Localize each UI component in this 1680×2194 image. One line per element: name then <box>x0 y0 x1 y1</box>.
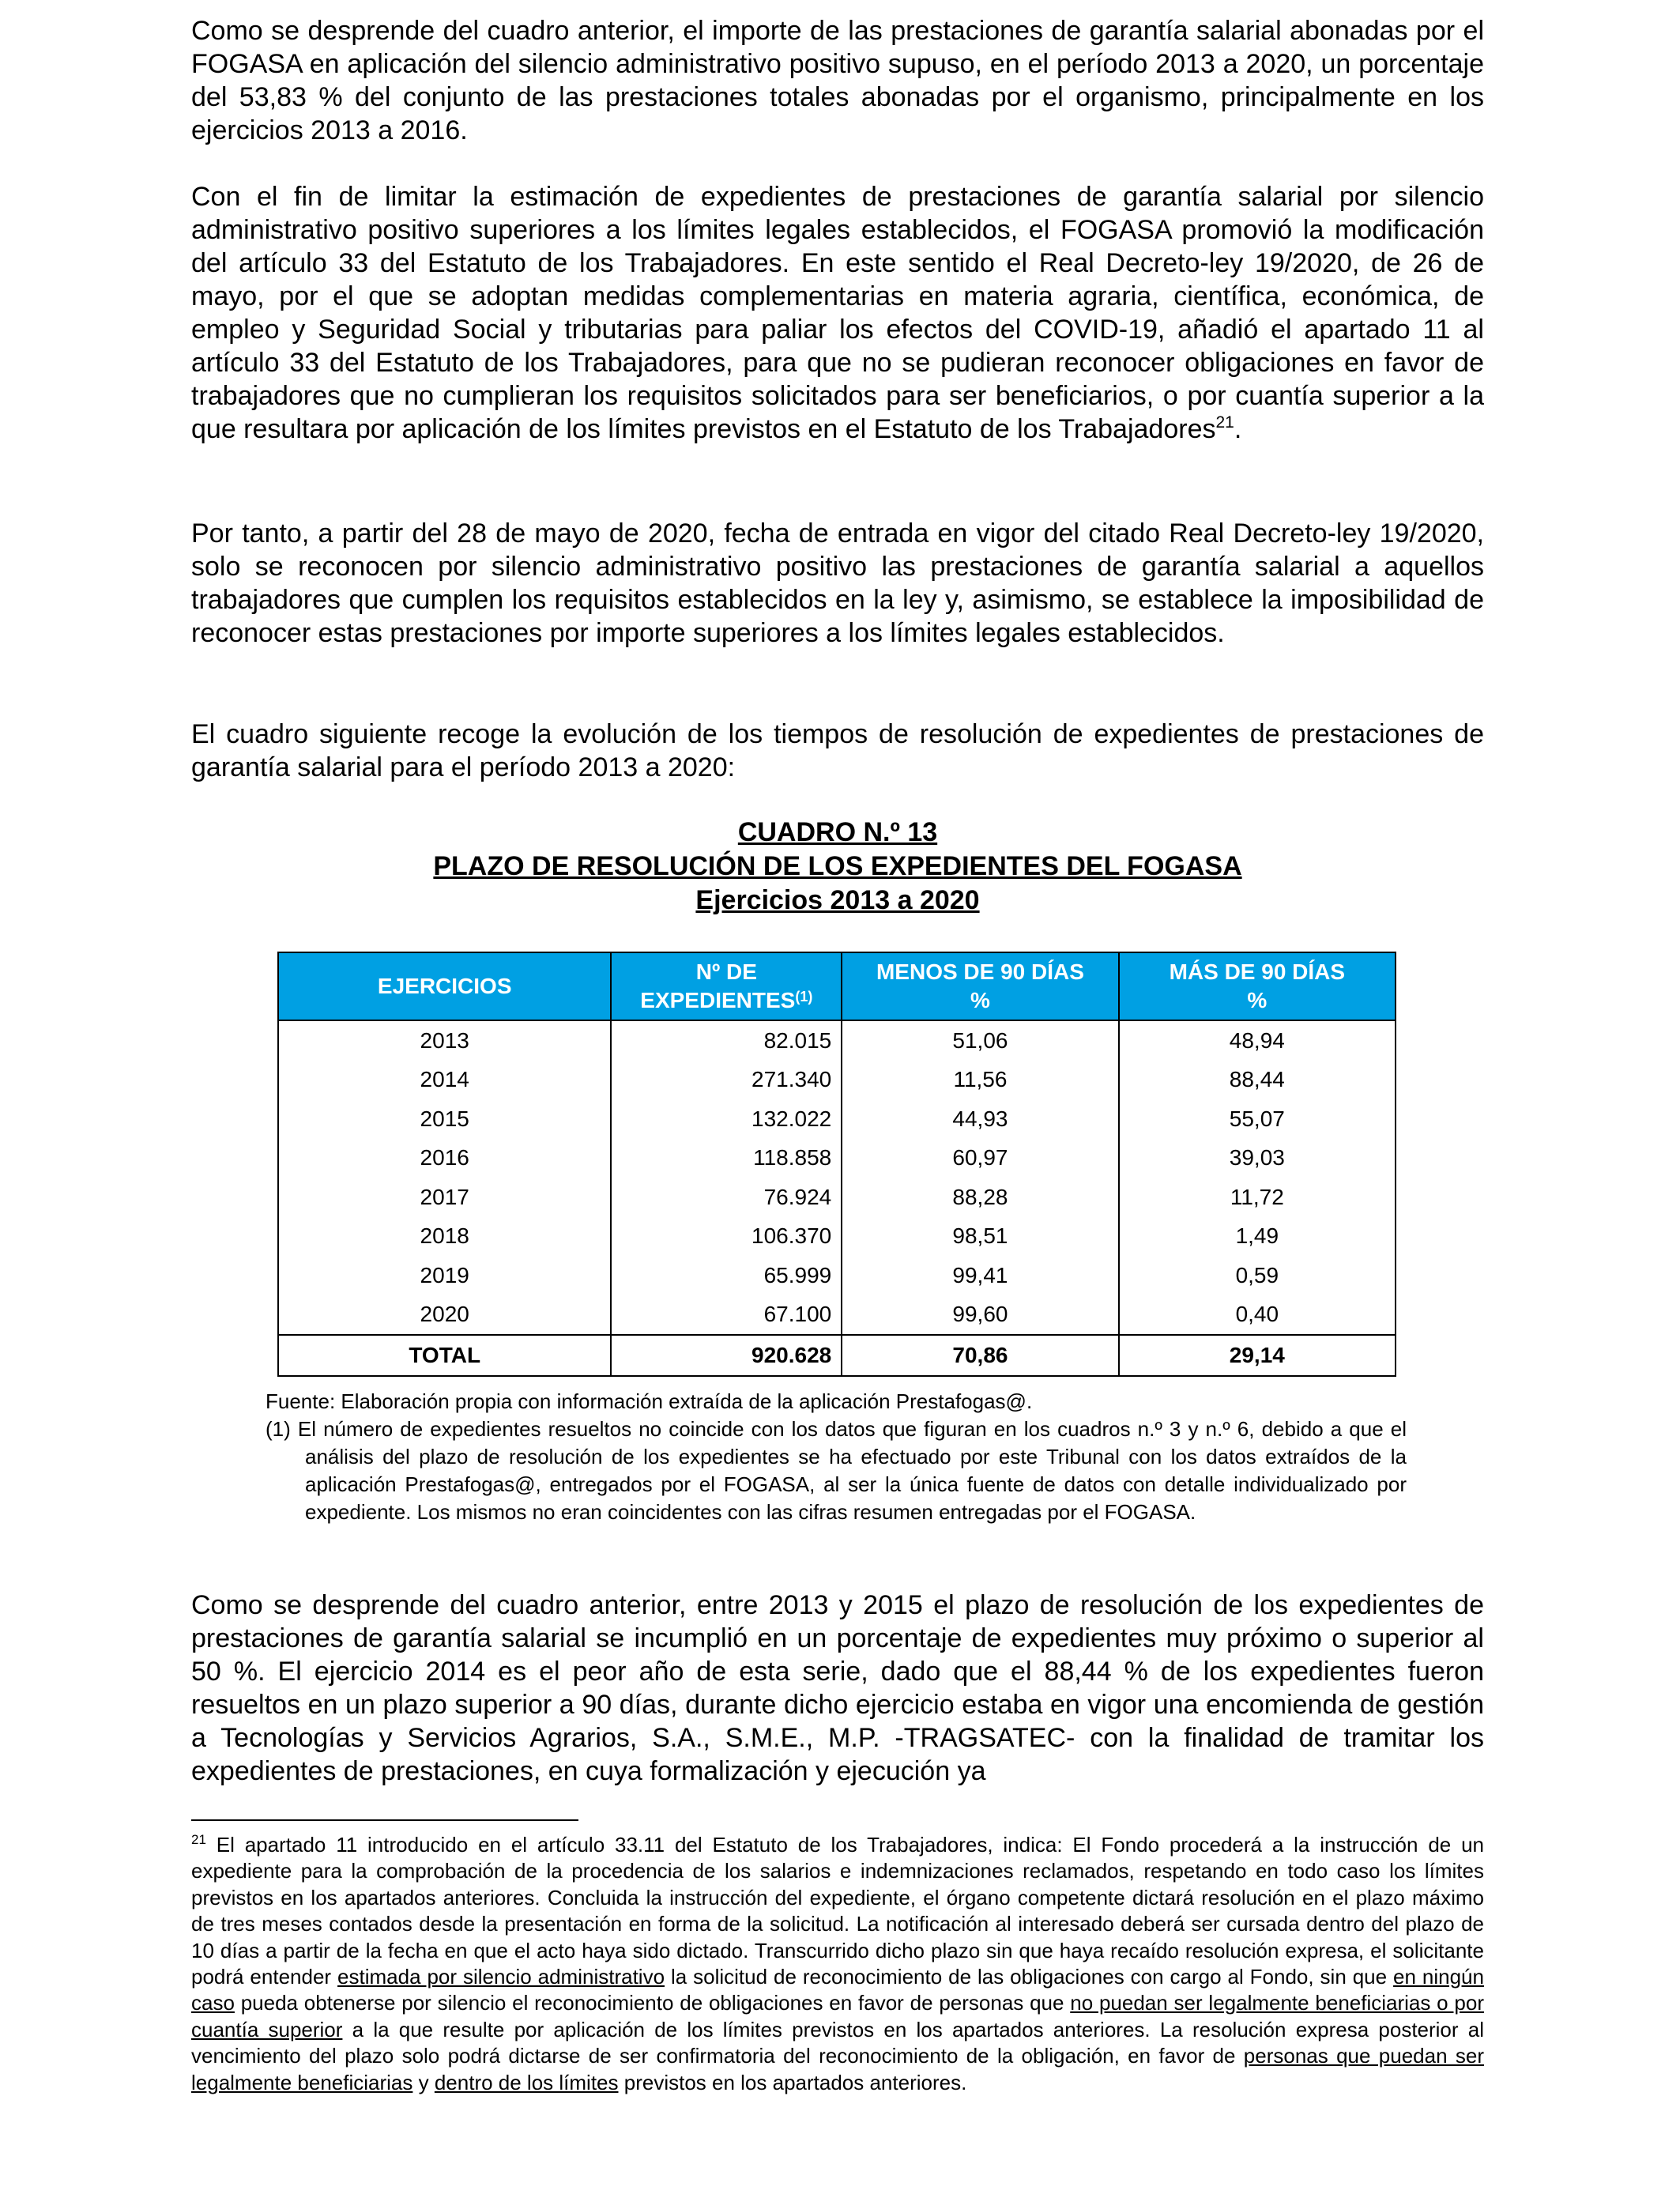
footnote-underlined: en ningún caso <box>191 1965 1484 2015</box>
footnote-number: 21 <box>191 1832 206 1847</box>
cell-total-count: 920.628 <box>611 1335 842 1376</box>
header-ejercicios: EJERCICIOS <box>278 952 611 1020</box>
footnote-separator <box>191 1819 578 1821</box>
footnote-text: El apartado 11 introducido en el artículo 33.11 del Estatuto de los Trabajadores, indica: El Fondo procederá a la instrucción de un expediente para la comprobación de la procedencia de los salarios e indemnizaciones reclamados, respetando en todo caso los límites previstos en los apartados anteriores. Concluida la instrucción del expediente, el órgano competente dictará resolución en el plazo máximo de tres meses contados desde la presentación en forma de la solicitud. La notificación al interesado deberá ser cursada dentro del plazo de 10 días a partir de la fecha en que el acto haya sido dictado. Transcurrido dicho plazo sin que haya recaído resolución expresa, el solicitante podrá entender <box>191 1833 1484 1989</box>
table-header-row <box>278 952 1396 1020</box>
cell-total-over-90: 29,14 <box>1119 1335 1396 1376</box>
cell-over-90: 0,40 <box>1119 1295 1396 1336</box>
table-row <box>278 1256 1396 1295</box>
cell-under-90: 99,41 <box>842 1256 1118 1295</box>
footnote-reference[interactable]: 21 <box>1215 413 1234 432</box>
cell-over-90: 1,49 <box>1119 1217 1396 1257</box>
table-note-1: (1) El número de expedientes resueltos no coincide con los datos que figuran en los cuadros n.º 3 y n.º 6, debido a que el análisis del plazo de resolución de los expedientes se ha efectuado por este Tribunal con los datos extraídos de la aplicación Prestafogas@, entregados por el FOGASA, al ser la única fuente de datos con detalle individualizado por expediente. Los mismos no eran coincidentes con las cifras resumen entregadas por el FOGASA. <box>266 1417 1407 1524</box>
cell-over-90: 11,72 <box>1119 1178 1396 1217</box>
paragraph-silencio-positivo: Como se desprende del cuadro anterior, el importe de las prestaciones de garantía salarial abonadas por el FOGASA en aplicación del silencio administrativo positivo supuso, en el período 2013 a 2020, un porcentaje del 53,83 % del conjunto de las prestaciones totales abonadas por el organismo, principalmente en los ejercicios 2013 a 2016. <box>191 16 1484 145</box>
cell-over-90: 39,03 <box>1119 1139 1396 1178</box>
table-title: PLAZO DE RESOLUCIÓN DE LOS EXPEDIENTES DEL FOGASA <box>433 851 1242 881</box>
table-number: CUADRO N.º 13 <box>737 817 938 847</box>
table-total-row <box>278 1335 1396 1376</box>
cell-under-90: 88,28 <box>842 1178 1118 1217</box>
cell-count: 76.924 <box>611 1178 842 1217</box>
cell-year: 2014 <box>278 1061 611 1100</box>
footnote-text: pueda obtenerse por silencio el reconocimiento de obligaciones en favor de personas que <box>234 1991 1071 2015</box>
header-menos-90-label: MENOS DE 90 DÍAS <box>876 959 1084 984</box>
cell-year: 2018 <box>278 1217 611 1257</box>
footnote-underlined: personas que puedan ser legalmente beneficiarias <box>191 2044 1484 2094</box>
header-expedientes <box>611 952 842 1020</box>
header-mas-90 <box>1119 952 1396 1020</box>
cell-year: 2017 <box>278 1178 611 1217</box>
header-expedientes-label: EXPEDIENTES <box>640 988 796 1012</box>
paragraph-real-decreto-text: Con el fin de limitar la estimación de expedientes de prestaciones de garantía salarial por silencio administrativo positivo superiores a los límites legales establecidos, el FOGASA promovió la modificación del artículo 33 del Estatuto de los Trabajadores. En este sentido el Real Decreto-ley 19/2020, de 26 de mayo, por el que se adoptan medidas complementarias en materia agraria, científica, económica, de empleo y Seguridad Social y tributarias para paliar los efectos del COVID-19, añadió el apartado 11 al artículo 33 del Estatuto de los Trabajadores, para que no se pudieran reconocer obligaciones en favor de trabajadores que no cumplieran los requisitos solicitados para ser beneficiarios, o por cuantía superior a la que resultara por aplicación de los límites previstos en el Estatuto de los Trabajadores <box>191 182 1484 444</box>
footnote-text: previstos en los apartados anteriores. <box>618 2070 967 2094</box>
cell-under-90: 44,93 <box>842 1099 1118 1139</box>
table-notes <box>266 1388 1407 1526</box>
cell-total-label: TOTAL <box>278 1335 611 1376</box>
cell-count: 67.100 <box>611 1295 842 1336</box>
cell-count: 65.999 <box>611 1256 842 1295</box>
cell-year: 2016 <box>278 1139 611 1178</box>
table-row <box>278 1295 1396 1336</box>
paragraph-limites: Por tanto, a partir del 28 de mayo de 2020, fecha de entrada en vigor del citado Real Decreto-ley 19/2020, solo se reconocen por silencio administrativo positivo las prestaciones de garantía salarial a aquellos trabajadores que cumplen los requisitos establecidos en la ley y, asimismo, se establece la imposibilidad de reconocer estas prestaciones por importe superiores a los límites legales establecidos. <box>191 518 1484 648</box>
table-row <box>278 1178 1396 1217</box>
paragraph-conclusion: Como se desprende del cuadro anterior, entre 2013 y 2015 el plazo de resolución de los expedientes de prestaciones de garantía salarial se incumplió en un porcentaje de expedientes muy próximo o superior al 50 %. El ejercicio 2014 es el peor año de esta serie, dado que el 88,44 % de los expedientes fueron resueltos en un plazo superior a 90 días, durante dicho ejercicio estaba en vigor una encomienda de gestión a Tecnologías y Servicios Agrarios, S.A., S.M.E., M.P. -TRAGSATEC- con la finalidad de tramitar los expedientes de prestaciones, en cuya formalización y ejecución ya <box>191 1590 1484 1786</box>
footnote-21 <box>191 1832 1484 2096</box>
header-mas-90-unit: % <box>1247 988 1268 1012</box>
footnote-text: la solicitud de reconocimiento de las obligaciones con cargo al Fondo, sin que <box>665 1965 1394 1989</box>
cell-year: 2020 <box>278 1295 611 1336</box>
header-mas-90-label: MÁS DE 90 DÍAS <box>1169 959 1346 984</box>
footnote-text: y <box>412 2070 435 2094</box>
paragraph-real-decreto <box>191 180 1484 446</box>
footnote-underlined: no puedan ser legalmente beneficiarias o por cuantía superior <box>191 1991 1485 2041</box>
cell-year: 2015 <box>278 1099 611 1139</box>
paragraph-intro-cuadro: El cuadro siguiente recoge la evolución de los tiempos de resolución de expedientes de prestaciones de garantía salarial para el período 2013 a 2020: <box>191 719 1484 782</box>
cell-total-under-90: 70,86 <box>842 1335 1118 1376</box>
table-subtitle: Ejercicios 2013 a 2020 <box>695 885 980 915</box>
footnote-text: a la que resulte por aplicación de los límites previstos en los apartados anteriores. La resolución expresa posterior al vencimiento del plazo solo podrá dictarse de ser confirmatoria del reconocimiento de la obligación, en favor de <box>191 2017 1484 2068</box>
header-menos-90-unit: % <box>970 988 990 1012</box>
cell-count: 132.022 <box>611 1099 842 1139</box>
cell-over-90: 48,94 <box>1119 1020 1396 1061</box>
cell-over-90: 88,44 <box>1119 1061 1396 1100</box>
table-row <box>278 1020 1396 1061</box>
table-row <box>278 1061 1396 1100</box>
table-row <box>278 1139 1396 1178</box>
header-expedientes-line2 <box>620 986 833 1015</box>
table-row <box>278 1217 1396 1257</box>
cell-under-90: 51,06 <box>842 1020 1118 1061</box>
cell-under-90: 99,60 <box>842 1295 1118 1336</box>
cell-under-90: 98,51 <box>842 1217 1118 1257</box>
header-note-ref: (1) <box>795 989 813 1005</box>
cell-under-90: 11,56 <box>842 1061 1118 1100</box>
footnote-underlined: estimada por silencio administrativo <box>337 1965 665 1989</box>
resolution-time-table <box>277 952 1396 1377</box>
table-row <box>278 1099 1396 1139</box>
cell-under-90: 60,97 <box>842 1139 1118 1178</box>
cell-count: 82.015 <box>611 1020 842 1061</box>
header-expedientes-line1: Nº DE <box>695 959 757 984</box>
cell-year: 2013 <box>278 1020 611 1061</box>
table-caption <box>191 816 1484 918</box>
table-source: Fuente: Elaboración propia con información extraída de la aplicación Prestafogas@. <box>266 1389 1033 1413</box>
cell-year: 2019 <box>278 1256 611 1295</box>
cell-over-90: 0,59 <box>1119 1256 1396 1295</box>
cell-count: 271.340 <box>611 1061 842 1100</box>
cell-count: 118.858 <box>611 1139 842 1178</box>
cell-over-90: 55,07 <box>1119 1099 1396 1139</box>
cell-count: 106.370 <box>611 1217 842 1257</box>
header-menos-90 <box>842 952 1118 1020</box>
footnote-underlined: dentro de los límites <box>434 2070 619 2094</box>
paragraph-real-decreto-end: . <box>1234 414 1242 444</box>
